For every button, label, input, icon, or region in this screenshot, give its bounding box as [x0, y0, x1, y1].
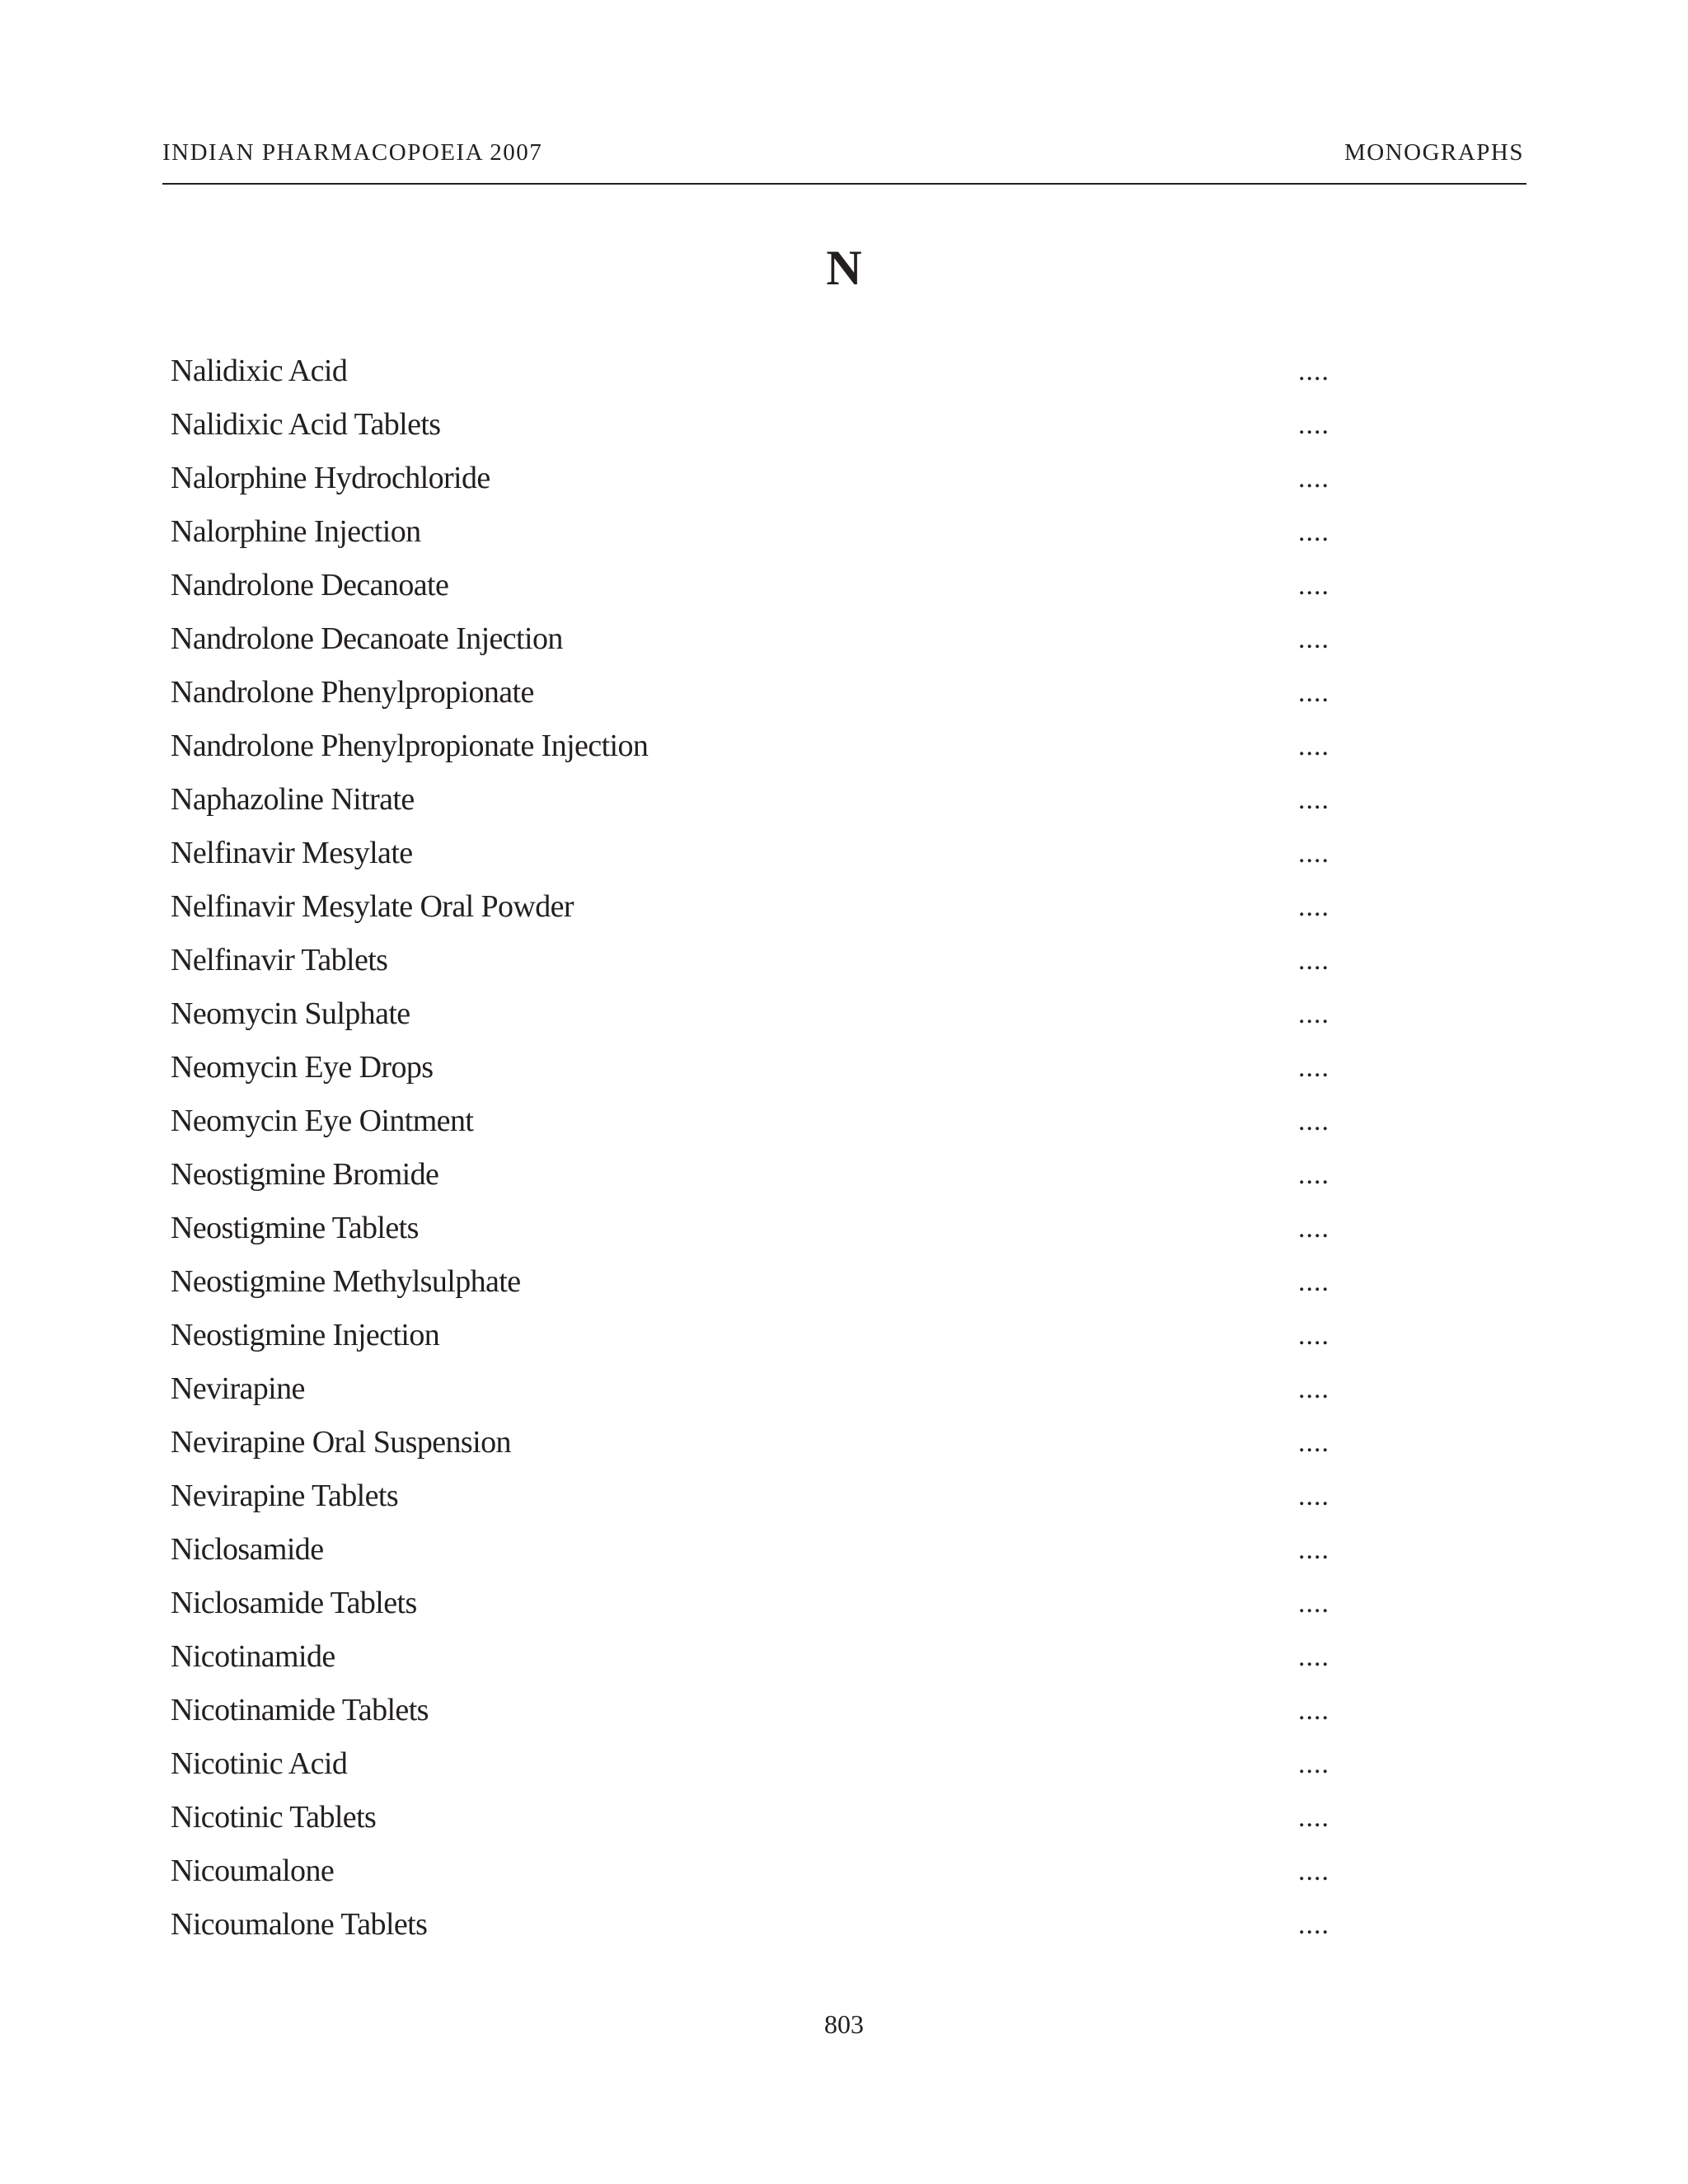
section-letter-heading: N: [826, 241, 862, 295]
entry-leader-dots: ....: [1298, 1910, 1329, 1940]
index-entry: [171, 1523, 1341, 1577]
entry-leader-dots: ....: [1298, 1160, 1329, 1190]
entry-name: Nevirapine Tablets: [171, 1479, 399, 1513]
entry-leader-dots: ....: [1298, 356, 1329, 387]
entry-name: Niclosamide: [171, 1532, 324, 1567]
index-entry: [171, 1416, 1341, 1469]
entry-leader-dots: ....: [1298, 1749, 1329, 1779]
entry-name: Nandrolone Decanoate: [171, 568, 449, 602]
entry-leader-dots: ....: [1298, 1267, 1329, 1297]
index-entry: [171, 987, 1341, 1041]
entry-name: Nicotinamide Tablets: [171, 1693, 429, 1727]
entry-name: Nelfinavir Mesylate Oral Powder: [171, 889, 574, 924]
index-entry: [171, 1737, 1341, 1791]
index-entry: [171, 880, 1341, 934]
index-entry: [171, 1791, 1341, 1844]
index-entry: [171, 666, 1341, 719]
entry-name: Neomycin Eye Ointment: [171, 1104, 474, 1138]
entry-leader-dots: ....: [1298, 1642, 1329, 1672]
index-entry: [171, 612, 1341, 666]
entry-leader-dots: ....: [1298, 1374, 1329, 1404]
entry-name: Naphazoline Nitrate: [171, 782, 415, 817]
entry-leader-dots: ....: [1298, 1320, 1329, 1351]
index-entry: [171, 1684, 1341, 1737]
entry-leader-dots: ....: [1298, 1588, 1329, 1619]
index-entry: [171, 1362, 1341, 1416]
entry-leader-dots: ....: [1298, 1213, 1329, 1244]
entry-leader-dots: ....: [1298, 1695, 1329, 1726]
index-entry: [171, 344, 1341, 398]
index-entry: [171, 1148, 1341, 1202]
entry-name: Nicoumalone: [171, 1854, 335, 1888]
index-entry: [171, 934, 1341, 987]
index-entry: [171, 1094, 1341, 1148]
entry-name: Nandrolone Phenylpropionate: [171, 675, 534, 710]
entry-leader-dots: ....: [1298, 677, 1329, 708]
entry-name: Neostigmine Methylsulphate: [171, 1264, 521, 1299]
entry-name: Nalorphine Injection: [171, 514, 421, 549]
entry-name: Nalidixic Acid Tablets: [171, 407, 441, 442]
entry-name: Neomycin Eye Drops: [171, 1050, 434, 1085]
entry-leader-dots: ....: [1298, 1106, 1329, 1137]
entry-leader-dots: ....: [1298, 731, 1329, 762]
index-entry: [171, 1041, 1341, 1094]
index-entry: [171, 1202, 1341, 1255]
entry-leader-dots: ....: [1298, 410, 1329, 440]
entry-leader-dots: ....: [1298, 945, 1329, 976]
entry-name: Nicotinic Tablets: [171, 1800, 377, 1835]
entry-name: Niclosamide Tablets: [171, 1586, 417, 1620]
entry-name: Nalorphine Hydrochloride: [171, 461, 490, 495]
entry-name: Neostigmine Tablets: [171, 1211, 419, 1245]
book-title: INDIAN PHARMACOPOEIA 2007: [162, 139, 543, 166]
index-entry: [171, 1630, 1341, 1684]
index-entry: [171, 1309, 1341, 1362]
page-header: [162, 136, 1526, 185]
index-entry: [171, 773, 1341, 827]
entry-leader-dots: ....: [1298, 892, 1329, 922]
section-title: MONOGRAPHS: [1343, 139, 1524, 166]
entry-name: Nelfinavir Mesylate: [171, 836, 413, 870]
entry-leader-dots: ....: [1298, 838, 1329, 869]
entry-name: Nandrolone Phenylpropionate Injection: [171, 729, 649, 763]
entry-leader-dots: ....: [1298, 624, 1329, 654]
entry-name: Nevirapine: [171, 1371, 305, 1406]
page-number: 803: [824, 2009, 864, 2039]
entry-name: Nevirapine Oral Suspension: [171, 1425, 511, 1460]
entry-leader-dots: ....: [1298, 999, 1329, 1029]
entry-leader-dots: ....: [1298, 1802, 1329, 1833]
index-entry: [171, 1898, 1341, 1952]
entry-leader-dots: ....: [1298, 517, 1329, 547]
entry-name: Nicotinamide: [171, 1639, 335, 1674]
entry-leader-dots: ....: [1298, 463, 1329, 494]
entry-leader-dots: ....: [1298, 1052, 1329, 1083]
index-entry: [171, 1255, 1341, 1309]
entry-name: Neomycin Sulphate: [171, 996, 410, 1031]
index-entry: [171, 1577, 1341, 1630]
index-entry: [171, 505, 1341, 559]
entry-name: Nicoumalone Tablets: [171, 1907, 428, 1942]
index-entry: [171, 1844, 1341, 1898]
index-entry: [171, 452, 1341, 505]
index-entry: [171, 827, 1341, 880]
entry-name: Nandrolone Decanoate Injection: [171, 621, 563, 656]
index-entry: [171, 559, 1341, 612]
entry-leader-dots: ....: [1298, 570, 1329, 601]
entry-leader-dots: ....: [1298, 1856, 1329, 1886]
entry-name: Nicotinic Acid: [171, 1746, 348, 1781]
entry-leader-dots: ....: [1298, 1427, 1329, 1458]
entry-name: Nalidixic Acid: [171, 354, 348, 388]
index-entry: [171, 1469, 1341, 1523]
entry-leader-dots: ....: [1298, 1481, 1329, 1511]
monograph-index-list: [171, 344, 1341, 1952]
entry-leader-dots: ....: [1298, 1535, 1329, 1565]
index-entry: [171, 719, 1341, 773]
entry-name: Neostigmine Injection: [171, 1318, 440, 1352]
index-entry: [171, 398, 1341, 452]
entry-name: Neostigmine Bromide: [171, 1157, 439, 1192]
entry-leader-dots: ....: [1298, 785, 1329, 815]
entry-name: Nelfinavir Tablets: [171, 943, 388, 977]
